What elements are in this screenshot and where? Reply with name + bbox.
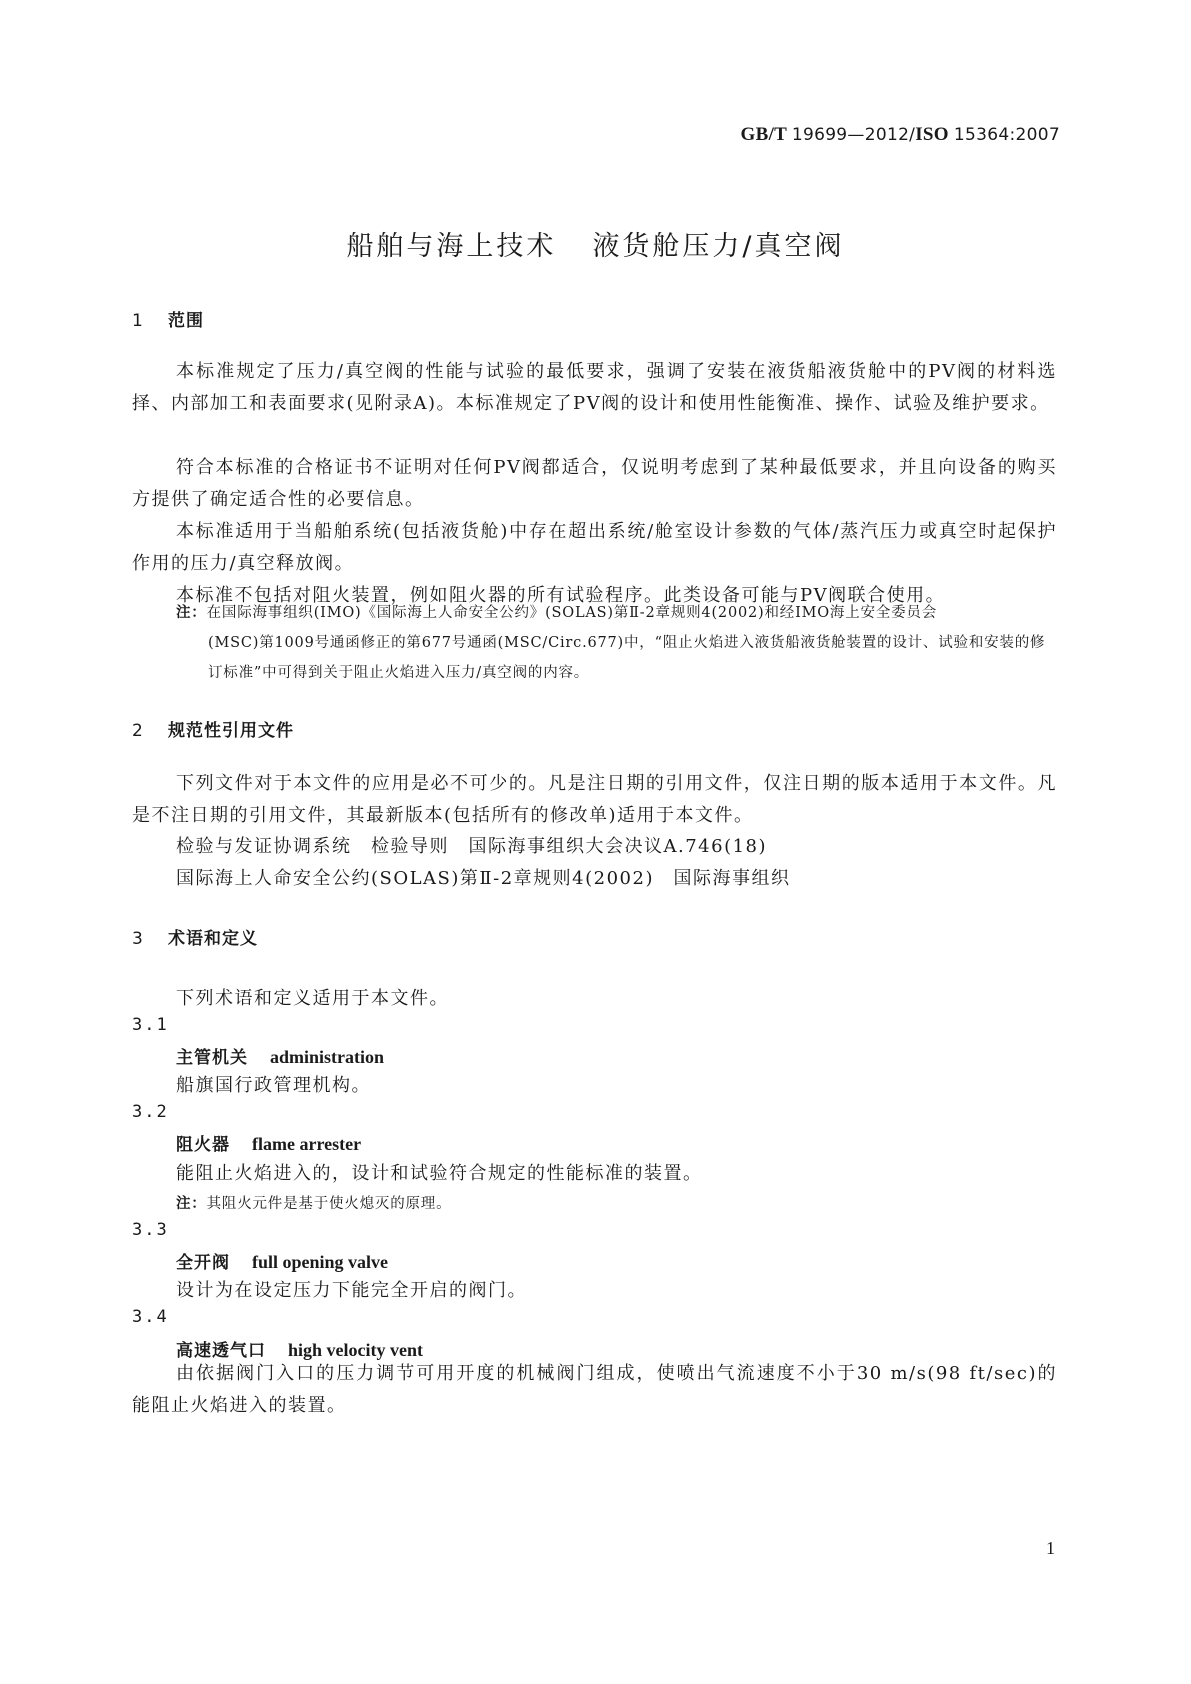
section-1-title: 范围 bbox=[168, 311, 204, 331]
section-1-paragraph-2: 符合本标准的合格证书不证明对任何PV阀都适合，仅说明考虑到了某种最低要求，并且向设备的购买方提供了确定适合性的必要信息。 bbox=[132, 457, 1057, 510]
term-3-3-number: 3.3 bbox=[132, 1220, 169, 1240]
term-3-2 bbox=[176, 1130, 361, 1155]
section-3-heading bbox=[132, 924, 258, 949]
term-3-2-definition: 能阻止火焰进入的，设计和试验符合规定的性能标准的装置。 bbox=[176, 1163, 703, 1184]
std-prefix: GB/T bbox=[740, 124, 787, 145]
term-3-4-en: high velocity vent bbox=[288, 1340, 423, 1360]
term-3-1 bbox=[176, 1043, 384, 1068]
title-part-2: 液货舱压力/真空阀 bbox=[592, 231, 845, 262]
section-3-number: 3 bbox=[132, 929, 144, 949]
term-3-2-number: 3.2 bbox=[132, 1102, 169, 1122]
section-1-paragraph-3: 本标准适用于当船舶系统(包括液货舱)中存在超出系统/舱室设计参数的气体/蒸汽压力或真空时起保护作用的压力/真空释放阀。 bbox=[132, 521, 1057, 574]
title-part-1: 船舶与海上技术 bbox=[346, 231, 557, 262]
section-2-paragraph-1: 下列文件对于本文件的应用是必不可少的。凡是注日期的引用文件，仅注日期的版本适用于本文件。凡是不注日期的引用文件，其最新版本(包括所有的修改单)适用于本文件。 bbox=[132, 773, 1057, 826]
reference-1: 检验与发证协调系统 检验导则 国际海事组织大会决议A.746(18) bbox=[176, 836, 768, 857]
term-3-2-en: flame arrester bbox=[252, 1134, 362, 1154]
section-2-number: 2 bbox=[132, 721, 144, 741]
term-3-1-zh: 主管机关 bbox=[176, 1048, 248, 1068]
section-2-title: 规范性引用文件 bbox=[168, 721, 294, 741]
term-3-3-definition: 设计为在设定压力下能完全开启的阀门。 bbox=[176, 1280, 527, 1301]
term-3-4-zh: 高速透气口 bbox=[176, 1341, 266, 1361]
section-3-intro: 下列术语和定义适用于本文件。 bbox=[176, 988, 449, 1009]
section-1-heading bbox=[132, 306, 204, 331]
term-3-2-note bbox=[176, 1192, 451, 1213]
term-3-3-en: full opening valve bbox=[252, 1252, 389, 1272]
iso-number: 15364:2007 bbox=[953, 125, 1060, 145]
term-3-2-note-text: 其阻火元件是基于使火熄灭的原理。 bbox=[206, 1196, 452, 1212]
document-title bbox=[0, 224, 1191, 263]
iso-prefix: ISO bbox=[915, 124, 949, 145]
std-number: 19699—2012/ bbox=[791, 125, 916, 145]
term-3-3 bbox=[176, 1248, 388, 1273]
section-1-number: 1 bbox=[132, 311, 144, 331]
term-3-3-zh: 全开阀 bbox=[176, 1253, 230, 1273]
note-continuation: (MSC)第1009号通函修正的第677号通函(MSC/Circ.677)中，“阻止火焰进入液货船液货舱装置的设计、试验和安装的修订标准”中可得到关于阻止火焰进入压力/真空阀的内容。 bbox=[208, 635, 1046, 681]
term-3-1-number: 3.1 bbox=[132, 1015, 169, 1035]
term-3-2-note-label: 注： bbox=[176, 1196, 207, 1212]
term-3-1-en: administration bbox=[270, 1047, 385, 1067]
term-3-4-definition: 由依据阀门入口的压力调节可用开度的机械阀门组成，使喷出气流速度不小于30 m/s(98 ft/sec)的能阻止火焰进入的装置。 bbox=[132, 1363, 1057, 1416]
term-3-4-number: 3.4 bbox=[132, 1307, 169, 1327]
reference-2: 国际海上人命安全公约(SOLAS)第Ⅱ-2章规则4(2002) 国际海事组织 bbox=[176, 868, 791, 889]
term-3-1-definition: 船旗国行政管理机构。 bbox=[176, 1075, 371, 1096]
section-3-title: 术语和定义 bbox=[168, 929, 258, 949]
section-1-paragraph-1: 本标准规定了压力/真空阀的性能与试验的最低要求，强调了安装在液货船液货舱中的PV阀的材料选择、内部加工和表面要求(见附录A)。本标准规定了PV阀的设计和使用性能衡准、操作、试验及维护要求。 bbox=[132, 361, 1057, 414]
page-number: 1 bbox=[1046, 1538, 1055, 1558]
note-label: 注： bbox=[176, 605, 207, 621]
note-line-1: 在国际海事组织(IMO)《国际海上人命安全公约》(SOLAS)第Ⅱ-2章规则4(2002)和经IMO海上安全委员会 bbox=[206, 605, 938, 621]
section-1-paragraph-4: 本标准不包括对阻火装置，例如阻火器的所有试验程序。此类设备可能与PV阀联合使用。 bbox=[176, 585, 946, 606]
section-1-note bbox=[176, 598, 1056, 688]
term-3-2-zh: 阻火器 bbox=[176, 1135, 230, 1155]
standard-code bbox=[741, 124, 1060, 146]
section-2-heading bbox=[132, 716, 294, 741]
